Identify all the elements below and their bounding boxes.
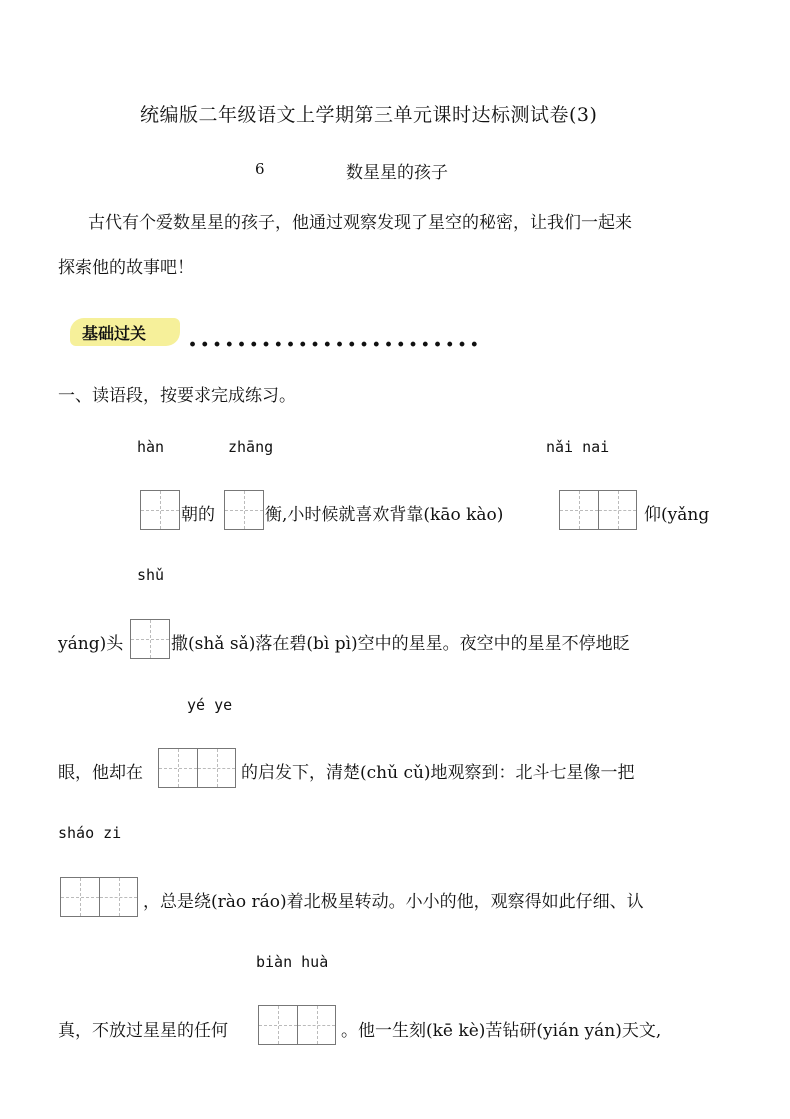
lesson-number: 6 <box>255 160 265 178</box>
text-line5-a: 真，不放过星星的任何 <box>58 1021 228 1041</box>
pinyin-han: hàn <box>137 438 165 456</box>
pinyin-bianhua: biàn huà <box>256 953 329 971</box>
pinyin-zhang: zhāng <box>228 438 274 456</box>
section-badge <box>70 318 188 348</box>
text-line2-a: yáng)头 <box>58 634 124 654</box>
dotted-separator: ........................ <box>188 323 483 353</box>
answer-grid-han[interactable] <box>140 490 180 530</box>
intro-line-1: 古代有个爱数星星的孩子，他通过观察发现了星空的秘密，让我们一起来 <box>88 213 632 233</box>
intro-line-2: 探索他的故事吧！ <box>58 258 194 278</box>
badge-label: 基础过关 <box>82 324 147 343</box>
text-line1-a: 朝的 <box>181 505 215 525</box>
page-title: 统编版二年级语文上学期第三单元课时达标测试卷(3) <box>140 104 598 126</box>
pinyin-shu: shǔ <box>137 566 165 584</box>
answer-grid-nainai[interactable] <box>559 490 637 530</box>
pinyin-shaozi: sháo zi <box>58 824 122 842</box>
question-title: 一、读语段，按要求完成练习。 <box>58 386 296 406</box>
text-line2-b: 撒(shǎ sǎ)落在碧(bì pì)空中的星星。夜空中的星星不停地眨 <box>171 634 630 654</box>
pinyin-yeye: yé ye <box>187 696 233 714</box>
text-line3-a: 眼，他却在 <box>58 763 143 783</box>
text-line5-b: 。他一生刻(kē kè)苦钻研(yián yán)天文, <box>341 1021 662 1041</box>
text-line3-b: 的启发下，清楚(chǔ cǔ)地观察到：北斗七星像一把 <box>241 763 635 783</box>
text-line4-b: ，总是绕(rào ráo)着北极星转动。小小的他，观察得如此仔细、认 <box>143 892 644 912</box>
text-line1-b: 衡,小时候就喜欢背靠(kāo kào) <box>265 505 504 525</box>
answer-grid-yeye[interactable] <box>158 748 236 788</box>
text-line1-c: 仰(yǎng <box>644 505 710 525</box>
pinyin-nainai: nǎi nai <box>546 438 610 456</box>
answer-grid-shu[interactable] <box>130 619 170 659</box>
answer-grid-zhang[interactable] <box>224 490 264 530</box>
answer-grid-bianhua[interactable] <box>258 1005 336 1045</box>
answer-grid-shaozi[interactable] <box>60 877 138 917</box>
lesson-title: 数星星的孩子 <box>346 163 448 183</box>
